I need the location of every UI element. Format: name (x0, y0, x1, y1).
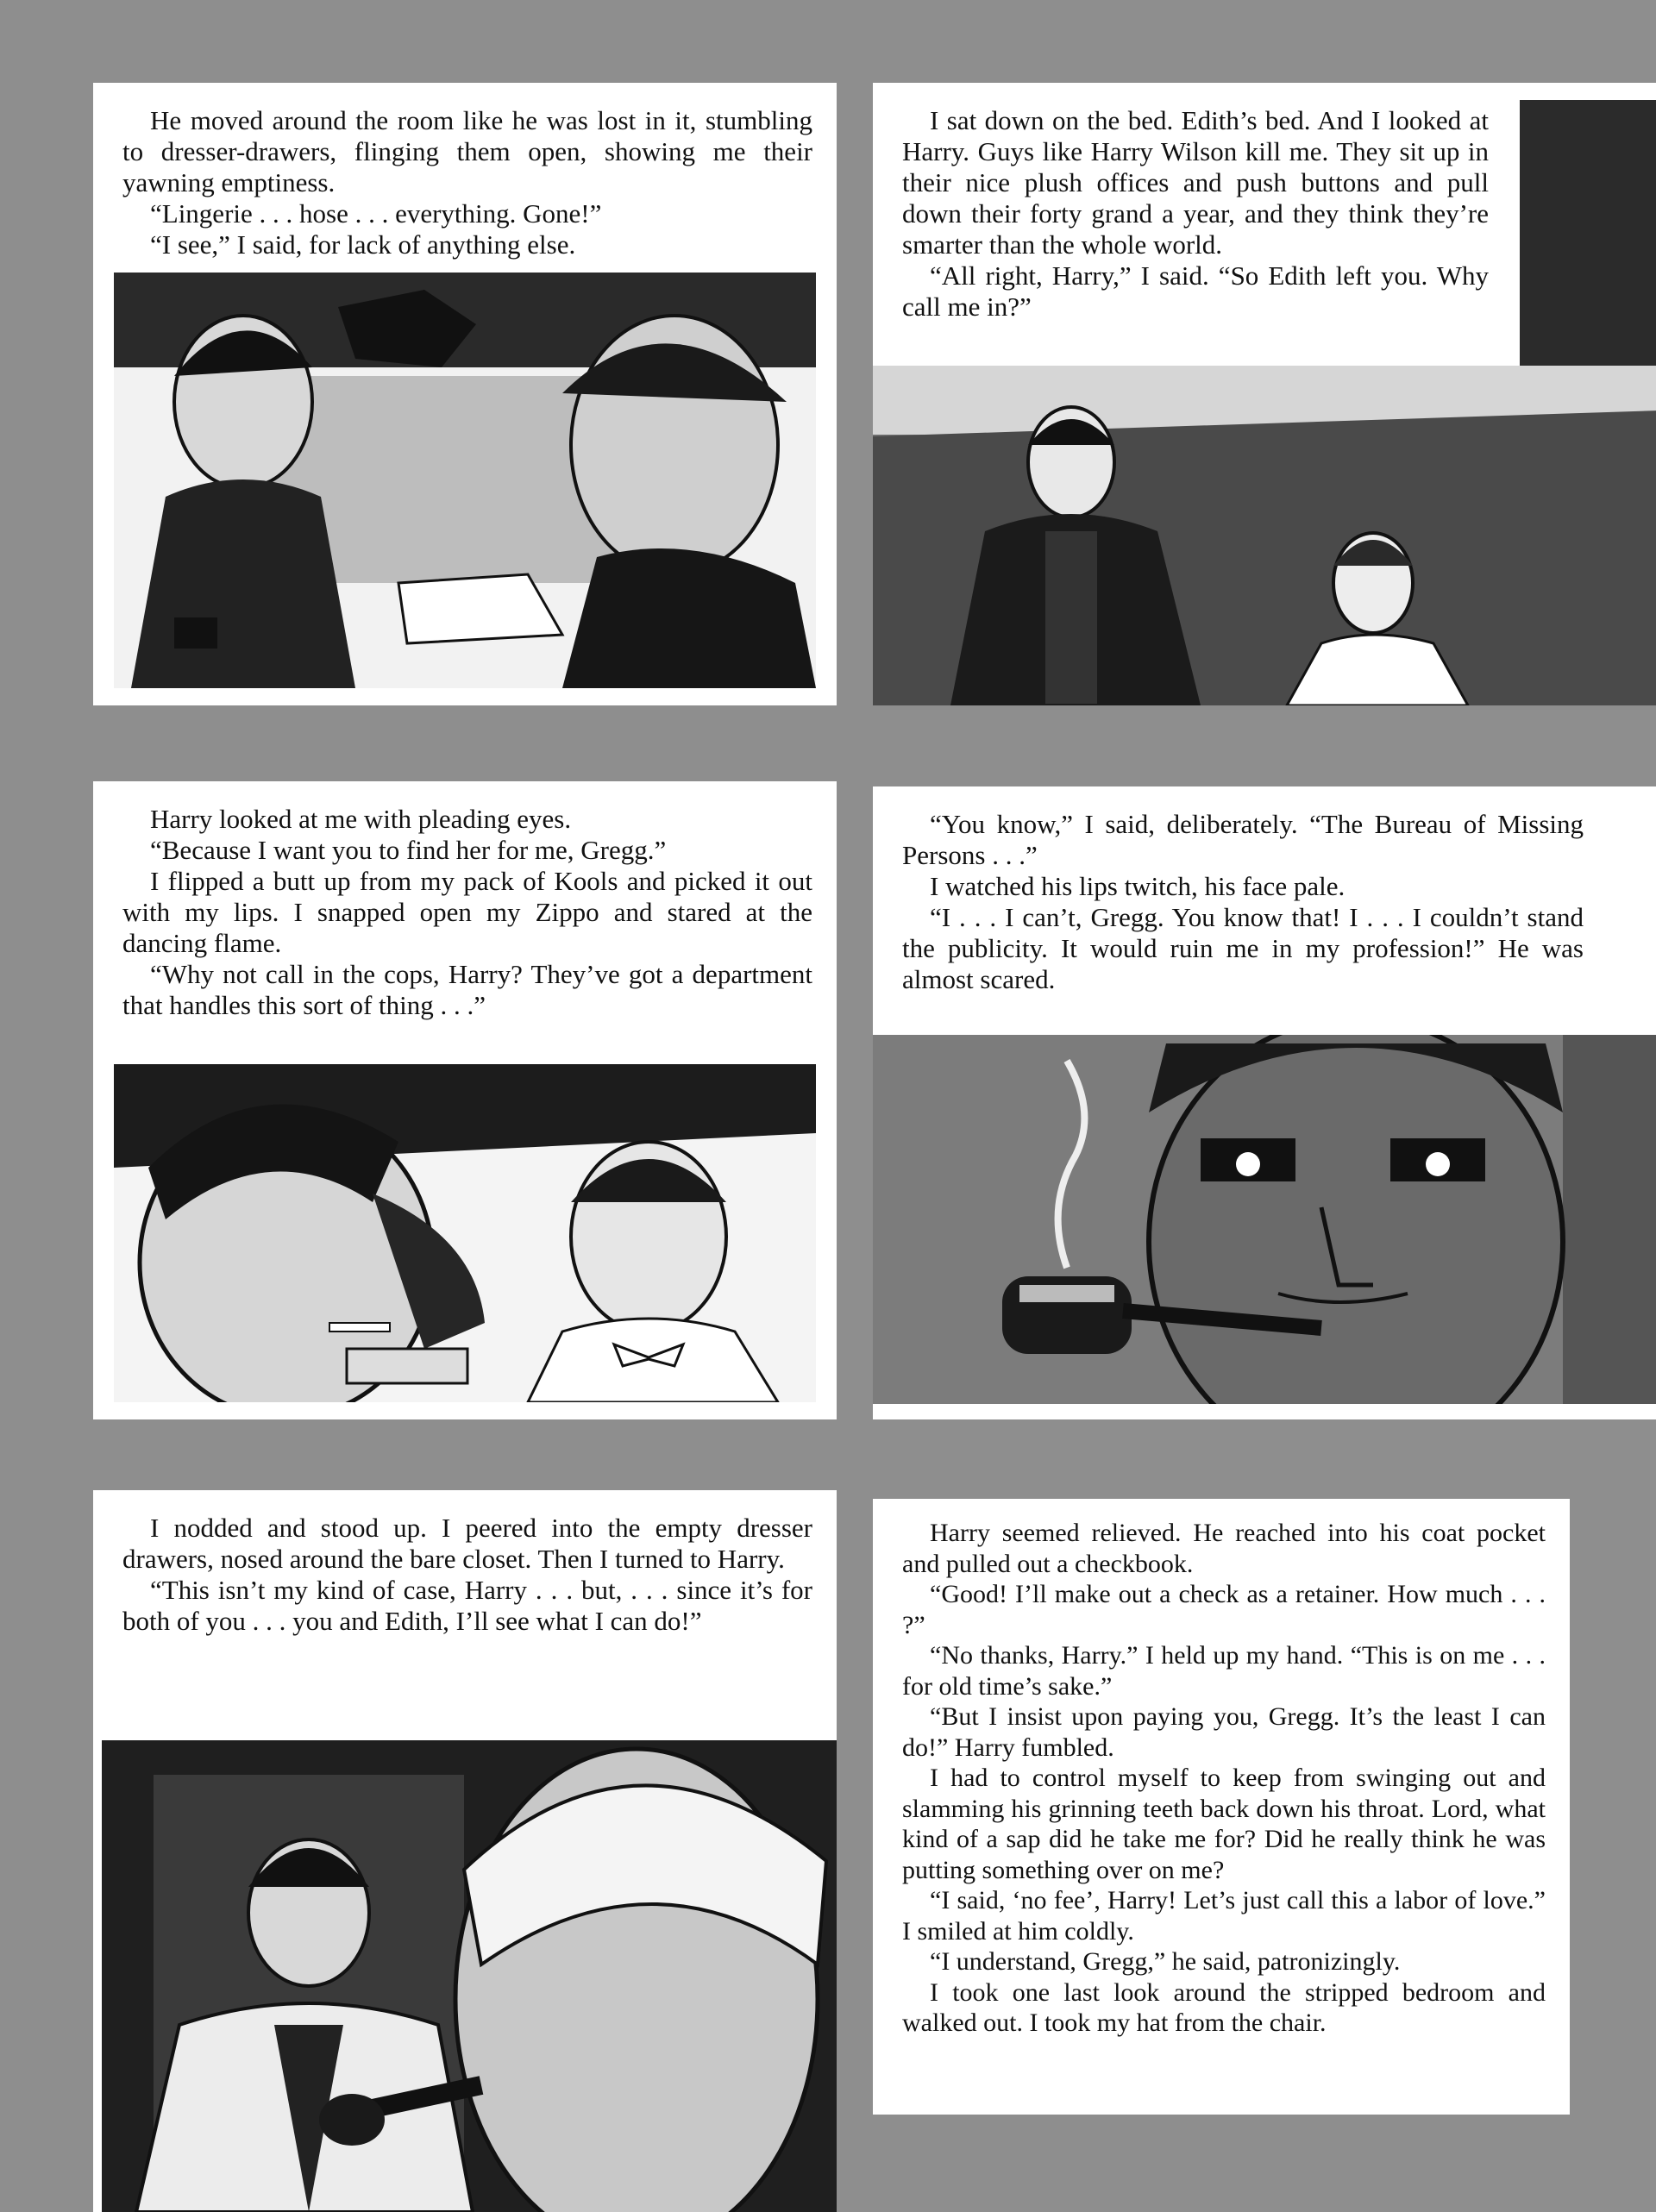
panel-3-paragraph-2: “Because I want you to find her for me, Gregg.” (150, 835, 667, 865)
panel-4 (873, 786, 1656, 1419)
panel-3 (93, 781, 837, 1419)
panel-1-paragraph-2: “Lingerie . . . hose . . . everything. Gone!” (150, 198, 602, 229)
panel-4-caption (873, 786, 1608, 1004)
panel-1-caption (93, 83, 837, 269)
panel-4-paragraph-2: I watched his lips twitch, his face pale. (930, 871, 1346, 901)
panel-6-paragraph-5: I had to control myself to keep from swinging out and slamming his grinning teeth back down his throat. Lord, what kind of a sap did he take me for? Did he really think he was putting something over on me? (902, 1764, 1546, 1884)
gregg-sitting-on-bed-illustration (873, 83, 1656, 705)
panel-1-paragraph-1: He moved around the room like he was lost in it, stumbling to dresser-drawers, flinging them open, showing me their yawning emptiness. (122, 105, 812, 197)
panel-3-caption (93, 781, 837, 1030)
panel-5 (93, 1490, 837, 2212)
panel-3-paragraph-1: Harry looked at me with pleading eyes. (150, 804, 572, 834)
panel-6-paragraph-4: “But I insist upon paying you, Gregg. It’s the least I can do!” Harry fumbled. (902, 1702, 1546, 1762)
panel-4-paragraph-1: “You know,” I said, deliberately. “The Bureau of Missing Persons . . .” (902, 809, 1584, 870)
panel-6-paragraph-8: I took one last look around the stripped bedroom and walked out. I took my hat from the chair. (902, 1977, 1546, 2037)
lighting-cigarette-illustration (114, 1064, 816, 1402)
panel-6-paragraph-7: “I understand, Gregg,” he said, patronizingly. (930, 1947, 1401, 1976)
harry-at-empty-dresser-illustration (114, 273, 816, 688)
panel-5-caption (93, 1490, 837, 1645)
panel-6-paragraph-3: “No thanks, Harry.” I held up my hand. “This is on me . . . for old time’s sake.” (902, 1641, 1546, 1701)
panel-2-paragraph-1: I sat down on the bed. Edith’s bed. And I looked at Harry. Guys like Harry Wilson kill me. They sit up in their nice plush offices and push buttons and pull down their forty grand a year, and they think they’re smarter than the whole world. (902, 105, 1489, 260)
panel-6-paragraph-2: “Good! I’ll make out a check as a retainer. How much . . . ?” (902, 1580, 1546, 1639)
panel-5-paragraph-1: I nodded and stood up. I peered into the empty dresser drawers, nosed around the bare closet. Then I turned to Harry. (122, 1513, 812, 1574)
panel-3-paragraph-4: “Why not call in the cops, Harry? They’ve got a department that handles this sort of thing . . .” (122, 959, 812, 1020)
panel-5-paragraph-2: “This isn’t my kind of case, Harry . . . but, . . . since it’s for both of you . . . you and Edith, I’ll see what I can do!” (122, 1575, 812, 1636)
standing-in-doorway-illustration (102, 1740, 837, 2212)
panel-4-paragraph-3: “I . . . I can’t, Gregg. You know that! I . . . I couldn’t stand the publicity. It would ruin me in my profession!” He was almost scared. (902, 902, 1584, 994)
panel-1-paragraph-3: “I see,” I said, for lack of anything else. (150, 229, 576, 260)
panel-6-caption (873, 1499, 1570, 2047)
panel-6-paragraph-1: Harry seemed relieved. He reached into his coat pocket and pulled out a checkbook. (902, 1519, 1546, 1578)
pipe-smoking-closeup-illustration (873, 1035, 1656, 1404)
panel-2-paragraph-2: “All right, Harry,” I said. “So Edith left you. Why call me in?” (902, 260, 1489, 322)
panel-6-paragraph-6: “I said, ‘no fee’, Harry! Let’s just call this a labor of love.” I smiled at him coldly. (902, 1886, 1546, 1946)
panel-6 (873, 1499, 1570, 2115)
panel-3-paragraph-3: I flipped a butt up from my pack of Kools and picked it out with my lips. I snapped open my Zippo and stared at the dancing flame. (122, 866, 812, 958)
panel-1 (93, 83, 837, 705)
panel-2 (873, 83, 1656, 705)
